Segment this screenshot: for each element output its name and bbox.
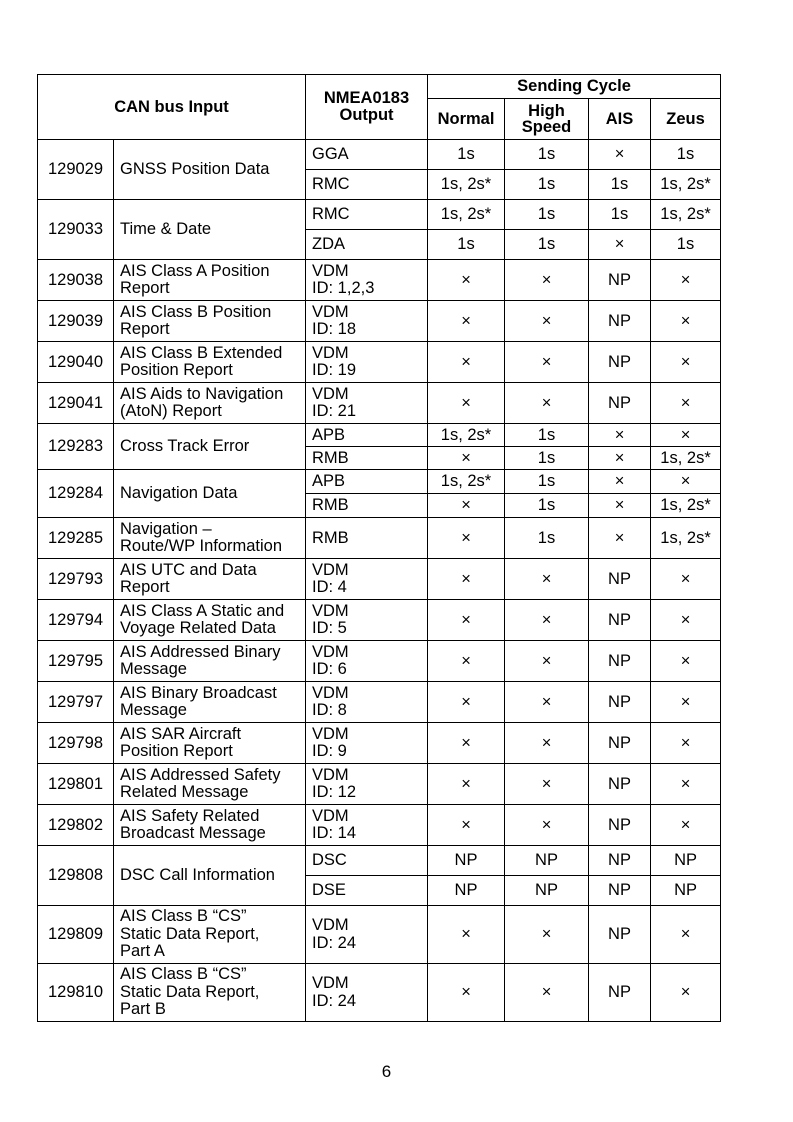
- cycle-high-cell: 1s: [505, 200, 589, 230]
- output-line: VDM: [312, 384, 349, 403]
- output-line: DSE: [312, 881, 346, 899]
- output-cell: [306, 494, 428, 518]
- cycle-high-cell: ×: [505, 682, 589, 723]
- cycle-zeus-cell: 1s, 2s*: [651, 170, 721, 200]
- cycle-ais-cell: NP: [589, 641, 651, 682]
- output-cell: [306, 906, 428, 964]
- pgn-cell: 129285: [38, 518, 114, 559]
- output-cell: [306, 383, 428, 424]
- header-high-speed: High Speed: [505, 99, 589, 140]
- description-line: Static Data Report,: [120, 982, 260, 1001]
- output-cell: [306, 140, 428, 170]
- pgn-cell: 129794: [38, 600, 114, 641]
- cycle-high-cell: ×: [505, 906, 589, 964]
- description-line: Report: [120, 320, 170, 338]
- pgn-cell: 129798: [38, 723, 114, 764]
- cycle-zeus-cell: ×: [651, 559, 721, 600]
- output-cell: [306, 682, 428, 723]
- description-cell: [114, 723, 306, 764]
- output-cell: [306, 876, 428, 906]
- table-row: [38, 805, 721, 846]
- cycle-high-cell: ×: [505, 342, 589, 383]
- header-can-bus-input: CAN bus Input: [38, 75, 306, 140]
- cycle-normal-cell: 1s, 2s*: [428, 424, 505, 447]
- cycle-high-cell: 1s: [505, 470, 589, 494]
- description-line: AIS Addressed Safety: [120, 765, 281, 784]
- description-line: Broadcast Message: [120, 824, 266, 842]
- cycle-high-cell: 1s: [505, 140, 589, 170]
- output-line: VDM: [312, 916, 349, 934]
- output-line: RMC: [312, 205, 350, 223]
- pgn-cell: 129033: [38, 200, 114, 260]
- output-line: ID: 4: [312, 578, 347, 596]
- description-line: Time & Date: [120, 220, 212, 238]
- cycle-high-cell: 1s: [505, 447, 589, 470]
- cycle-zeus-cell: ×: [651, 764, 721, 805]
- description-cell: [114, 470, 306, 518]
- cycle-normal-cell: ×: [428, 682, 505, 723]
- table-row: [38, 600, 721, 641]
- cycle-zeus-cell: ×: [651, 682, 721, 723]
- description-line: Route/WP Information: [120, 537, 283, 555]
- description-line: Message: [120, 701, 187, 719]
- cycle-zeus-cell: ×: [651, 260, 721, 301]
- pgn-cell: 129038: [38, 260, 114, 301]
- output-cell: [306, 424, 428, 447]
- cycle-ais-cell: NP: [589, 906, 651, 964]
- description-cell: [114, 682, 306, 723]
- table-row: [38, 470, 721, 494]
- output-line: ID: 19: [312, 361, 357, 379]
- cycle-ais-cell: NP: [589, 260, 651, 301]
- description-line: AIS Class B Position: [120, 302, 272, 321]
- cycle-ais-cell: 1s: [589, 170, 651, 200]
- output-line: VDM: [312, 261, 349, 280]
- description-line: AIS Aids to Navigation: [120, 384, 284, 403]
- table-row: [38, 200, 721, 230]
- cycle-high-cell: 1s: [505, 424, 589, 447]
- pgn-cell: 129039: [38, 301, 114, 342]
- cycle-high-cell: 1s: [505, 230, 589, 260]
- cycle-high-cell: ×: [505, 805, 589, 846]
- output-line: ID: 24: [312, 933, 357, 952]
- cycle-high-cell: 1s: [505, 518, 589, 559]
- description-line: Message: [120, 660, 187, 678]
- description-cell: [114, 559, 306, 600]
- cycle-zeus-cell: ×: [651, 383, 721, 424]
- cycle-high-cell: 1s: [505, 170, 589, 200]
- output-line: VDM: [312, 560, 349, 579]
- cycle-zeus-cell: 1s: [651, 230, 721, 260]
- output-cell: [306, 600, 428, 641]
- cycle-normal-cell: ×: [428, 494, 505, 518]
- output-line: ID: 18: [312, 320, 357, 338]
- output-cell: [306, 170, 428, 200]
- output-cell: [306, 230, 428, 260]
- description-line: AIS Class B “CS”: [120, 965, 247, 984]
- output-cell: [306, 964, 428, 1022]
- cycle-ais-cell: ×: [589, 424, 651, 447]
- description-cell: [114, 805, 306, 846]
- output-line: RMC: [312, 175, 350, 193]
- output-line: ZDA: [312, 235, 346, 253]
- output-line: ID: 12: [312, 783, 357, 801]
- description-cell: [114, 383, 306, 424]
- cycle-ais-cell: NP: [589, 846, 651, 876]
- output-cell: [306, 260, 428, 301]
- output-line: VDM: [312, 302, 349, 321]
- table-row: [38, 559, 721, 600]
- cycle-zeus-cell: ×: [651, 805, 721, 846]
- output-cell: [306, 470, 428, 494]
- cycle-normal-cell: 1s, 2s*: [428, 200, 505, 230]
- cycle-high-cell: ×: [505, 723, 589, 764]
- cycle-ais-cell: 1s: [589, 200, 651, 230]
- output-line: ID: 6: [312, 660, 347, 678]
- cycle-ais-cell: NP: [589, 301, 651, 342]
- output-line: VDM: [312, 683, 349, 702]
- description-line: (AtoN) Report: [120, 402, 222, 420]
- description-cell: [114, 600, 306, 641]
- cycle-zeus-cell: NP: [651, 876, 721, 906]
- table-row: [38, 764, 721, 805]
- table-row: [38, 424, 721, 447]
- description-cell: [114, 518, 306, 559]
- output-cell: [306, 559, 428, 600]
- description-line: GNSS Position Data: [120, 160, 270, 178]
- cycle-ais-cell: NP: [589, 876, 651, 906]
- description-cell: [114, 301, 306, 342]
- description-line: Report: [120, 578, 170, 596]
- description-line: AIS Class B Extended: [120, 343, 283, 362]
- table-row: [38, 518, 721, 559]
- pgn-cell: 129797: [38, 682, 114, 723]
- cycle-ais-cell: NP: [589, 764, 651, 805]
- output-line: RMB: [312, 448, 349, 467]
- cycle-zeus-cell: 1s, 2s*: [651, 447, 721, 470]
- cycle-zeus-cell: ×: [651, 600, 721, 641]
- cycle-zeus-cell: ×: [651, 342, 721, 383]
- description-cell: [114, 342, 306, 383]
- cycle-normal-cell: ×: [428, 342, 505, 383]
- table-row: [38, 846, 721, 876]
- output-line: VDM: [312, 974, 349, 992]
- pgn-cell: 129284: [38, 470, 114, 518]
- table-row: [38, 641, 721, 682]
- description-line: Navigation Data: [120, 484, 238, 502]
- description-cell: [114, 424, 306, 470]
- pgn-cell: 129809: [38, 906, 114, 964]
- cycle-high-cell: NP: [505, 846, 589, 876]
- cycle-ais-cell: ×: [589, 447, 651, 470]
- cycle-ais-cell: NP: [589, 805, 651, 846]
- cycle-ais-cell: NP: [589, 723, 651, 764]
- cycle-ais-cell: ×: [589, 140, 651, 170]
- header-zeus: Zeus: [651, 99, 721, 140]
- cycle-normal-cell: ×: [428, 518, 505, 559]
- pgn-cell: 129802: [38, 805, 114, 846]
- output-line: DSC: [312, 851, 347, 869]
- description-line: Navigation –: [120, 519, 212, 538]
- cycle-zeus-cell: ×: [651, 301, 721, 342]
- cycle-zeus-cell: 1s, 2s*: [651, 494, 721, 518]
- pgn-cell: 129810: [38, 964, 114, 1022]
- description-cell: [114, 140, 306, 200]
- description-cell: [114, 641, 306, 682]
- output-cell: [306, 723, 428, 764]
- table-row: [38, 964, 721, 1022]
- output-line: ID: 1,2,3: [312, 279, 375, 297]
- cycle-normal-cell: 1s, 2s*: [428, 470, 505, 494]
- table-row: [38, 906, 721, 964]
- cycle-high-cell: ×: [505, 641, 589, 682]
- table-row: [38, 682, 721, 723]
- output-cell: [306, 764, 428, 805]
- cycle-normal-cell: ×: [428, 906, 505, 964]
- output-line: ID: 21: [312, 402, 357, 420]
- description-line: AIS Class A Static and: [120, 601, 285, 620]
- cycle-zeus-cell: 1s, 2s*: [651, 518, 721, 559]
- output-cell: [306, 342, 428, 383]
- table-row: [38, 260, 721, 301]
- cycle-normal-cell: ×: [428, 559, 505, 600]
- cycle-ais-cell: ×: [589, 230, 651, 260]
- output-line: GGA: [312, 145, 349, 163]
- cycle-ais-cell: NP: [589, 600, 651, 641]
- description-line: Position Report: [120, 742, 233, 760]
- pgn-cell: 129041: [38, 383, 114, 424]
- cycle-high-cell: 1s: [505, 494, 589, 518]
- cycle-normal-cell: 1s, 2s*: [428, 170, 505, 200]
- cycle-zeus-cell: ×: [651, 470, 721, 494]
- output-line: APB: [312, 425, 346, 444]
- description-cell: [114, 200, 306, 260]
- description-cell: [114, 846, 306, 906]
- output-line: VDM: [312, 806, 349, 825]
- cycle-normal-cell: ×: [428, 764, 505, 805]
- cycle-zeus-cell: NP: [651, 846, 721, 876]
- description-line: AIS Class A Position: [120, 261, 270, 280]
- cycle-ais-cell: ×: [589, 494, 651, 518]
- description-line: AIS UTC and Data: [120, 560, 257, 579]
- cycle-normal-cell: NP: [428, 876, 505, 906]
- cycle-zeus-cell: ×: [651, 424, 721, 447]
- description-line: Part B: [120, 1000, 166, 1019]
- cycle-normal-cell: ×: [428, 641, 505, 682]
- cycle-normal-cell: 1s: [428, 230, 505, 260]
- cycle-ais-cell: ×: [589, 470, 651, 494]
- header-ais: AIS: [589, 99, 651, 140]
- output-line: RMB: [312, 496, 349, 514]
- cycle-normal-cell: ×: [428, 383, 505, 424]
- pgn-cell: 129808: [38, 846, 114, 906]
- output-line: ID: 8: [312, 701, 347, 719]
- output-line: VDM: [312, 601, 349, 620]
- table-row: [38, 723, 721, 764]
- header-nmea-output: NMEA0183 Output: [306, 75, 428, 140]
- description-cell: [114, 764, 306, 805]
- table-row: [38, 301, 721, 342]
- cycle-normal-cell: 1s: [428, 140, 505, 170]
- cycle-zeus-cell: 1s, 2s*: [651, 200, 721, 230]
- cycle-normal-cell: ×: [428, 600, 505, 641]
- output-cell: [306, 641, 428, 682]
- output-cell: [306, 805, 428, 846]
- cycle-high-cell: ×: [505, 559, 589, 600]
- description-cell: [114, 964, 306, 1022]
- pgn-cell: 129283: [38, 424, 114, 470]
- description-line: DSC Call Information: [120, 866, 275, 884]
- cycle-zeus-cell: ×: [651, 964, 721, 1022]
- description-cell: [114, 906, 306, 964]
- description-line: Static Data Report,: [120, 924, 260, 943]
- description-line: Voyage Related Data: [120, 619, 276, 637]
- cycle-high-cell: ×: [505, 301, 589, 342]
- cycle-ais-cell: NP: [589, 342, 651, 383]
- pgn-cell: 129029: [38, 140, 114, 200]
- cycle-normal-cell: ×: [428, 805, 505, 846]
- cycle-normal-cell: NP: [428, 846, 505, 876]
- cycle-high-cell: NP: [505, 876, 589, 906]
- description-line: Related Message: [120, 783, 249, 801]
- description-line: Cross Track Error: [120, 437, 250, 455]
- cycle-high-cell: ×: [505, 600, 589, 641]
- cycle-high-cell: ×: [505, 964, 589, 1022]
- pgn-cell: 129801: [38, 764, 114, 805]
- output-cell: [306, 301, 428, 342]
- cycle-normal-cell: ×: [428, 723, 505, 764]
- cycle-zeus-cell: ×: [651, 723, 721, 764]
- cycle-zeus-cell: 1s: [651, 140, 721, 170]
- cycle-ais-cell: NP: [589, 964, 651, 1022]
- cycle-ais-cell: ×: [589, 518, 651, 559]
- description-line: AIS Addressed Binary: [120, 642, 281, 661]
- output-line: APB: [312, 472, 346, 490]
- cycle-ais-cell: NP: [589, 383, 651, 424]
- output-line: VDM: [312, 724, 349, 743]
- output-line: VDM: [312, 765, 349, 784]
- output-cell: [306, 518, 428, 559]
- cycle-normal-cell: ×: [428, 301, 505, 342]
- description-line: AIS Safety Related: [120, 806, 260, 825]
- table-row: [38, 342, 721, 383]
- cycle-ais-cell: NP: [589, 559, 651, 600]
- output-line: VDM: [312, 343, 349, 362]
- pgn-cell: 129793: [38, 559, 114, 600]
- cycle-normal-cell: ×: [428, 447, 505, 470]
- cycle-high-cell: ×: [505, 764, 589, 805]
- header-normal: Normal: [428, 99, 505, 140]
- description-cell: [114, 260, 306, 301]
- output-line: ID: 5: [312, 619, 347, 637]
- description-line: AIS SAR Aircraft: [120, 724, 242, 743]
- cycle-high-cell: ×: [505, 383, 589, 424]
- cycle-high-cell: ×: [505, 260, 589, 301]
- description-line: Report: [120, 279, 170, 297]
- output-line: ID: 9: [312, 742, 347, 760]
- table-row: [38, 140, 721, 170]
- description-line: AIS Class B “CS”: [120, 907, 247, 926]
- pgn-cell: 129040: [38, 342, 114, 383]
- description-line: Position Report: [120, 361, 233, 379]
- cycle-normal-cell: ×: [428, 260, 505, 301]
- description-line: Part A: [120, 942, 165, 961]
- output-cell: [306, 200, 428, 230]
- description-line: AIS Binary Broadcast: [120, 683, 277, 702]
- page-number: 6: [381, 1062, 392, 1081]
- output-cell: [306, 447, 428, 470]
- output-line: RMB: [312, 528, 349, 547]
- header-sending-cycle: Sending Cycle: [428, 75, 721, 99]
- output-line: ID: 14: [312, 824, 357, 842]
- table-row: [38, 383, 721, 424]
- output-cell: [306, 846, 428, 876]
- cycle-zeus-cell: ×: [651, 906, 721, 964]
- output-line: ID: 24: [312, 991, 357, 1010]
- cycle-zeus-cell: ×: [651, 641, 721, 682]
- cycle-ais-cell: NP: [589, 682, 651, 723]
- cycle-normal-cell: ×: [428, 964, 505, 1022]
- output-line: VDM: [312, 642, 349, 661]
- pgn-cell: 129795: [38, 641, 114, 682]
- can-nmea-table: [37, 74, 721, 1022]
